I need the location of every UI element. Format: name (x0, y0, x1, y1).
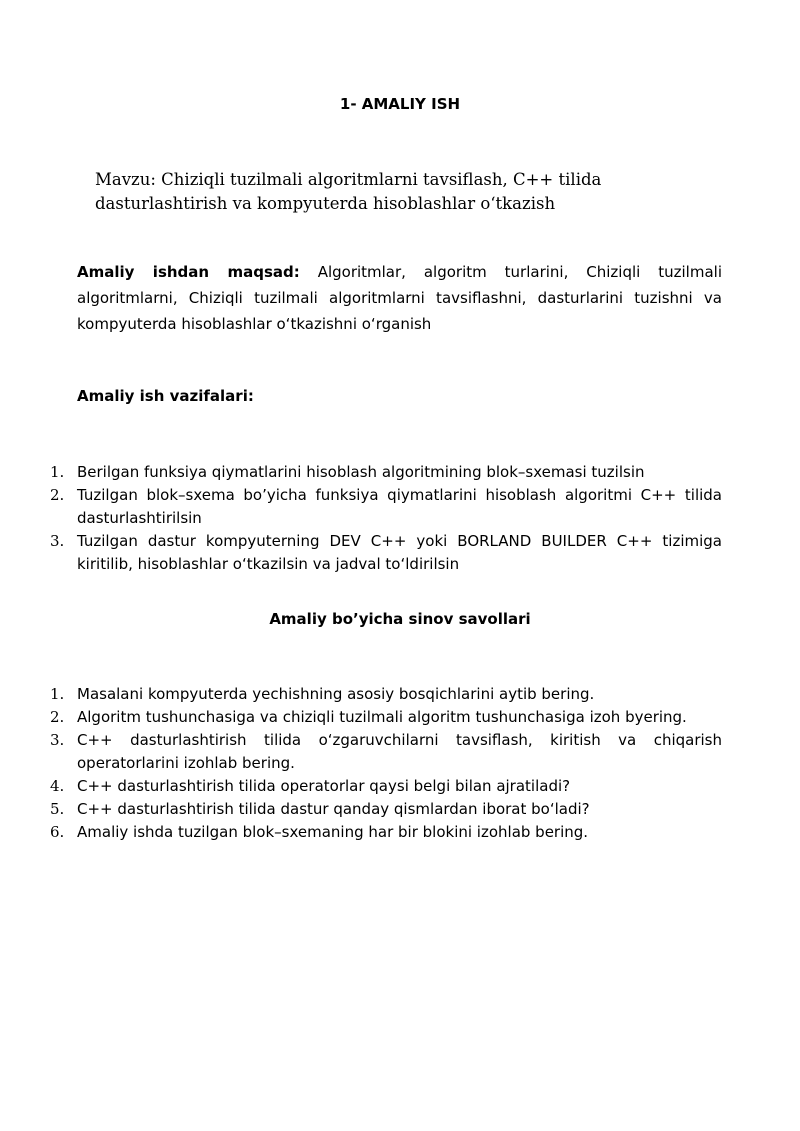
topic-paragraph: Mavzu: Chiziqli tuzilmali algoritmlarni tavsiflash, C++ tilida dasturlashtirish va kompyuterda hisoblashlar o‘tkazish (95, 170, 602, 213)
list-item (50, 683, 722, 706)
list-item-text: Algoritm tushunchasiga va chiziqli tuzilmali algoritm tushunchasiga izoh byering. (77, 708, 687, 726)
list-item-number: 3. (50, 532, 65, 550)
list-item-text: C++ dasturlashtirish tilida dastur qanday qismlardan iborat bo‘ladi? (77, 800, 590, 818)
list-item-number: 1. (50, 685, 65, 703)
goal-paragraph (77, 259, 722, 337)
list-item-text: Amaliy ishda tuzilgan blok–sxemaning har bir blokini izohlab bering. (77, 823, 589, 841)
list-item (50, 530, 722, 576)
list-item-text: Tuzilgan blok–sxema bo’yicha funksiya qiymatlarini hisoblash algoritmi C++ tilida dasturlashtirilsin (77, 486, 722, 527)
questions-list (50, 683, 722, 844)
tasks-heading: Amaliy ish vazifalari: (77, 387, 254, 405)
list-item (50, 821, 722, 844)
list-item-number: 4. (50, 777, 65, 795)
list-item-number: 5. (50, 800, 65, 818)
list-item-number: 2. (50, 486, 65, 504)
goal-label: Amaliy ishdan maqsad: (77, 263, 300, 281)
list-item-text: C++ dasturlashtirish tilida o‘zgaruvchilarni tavsiflash, kiritish va chiqarish operatorlarini izohlab bering. (77, 731, 722, 772)
list-item (50, 706, 722, 729)
page-title: 1- AMALIY ISH (339, 95, 461, 113)
list-item-number: 1. (50, 463, 65, 481)
list-item (50, 798, 722, 821)
list-item-text: C++ dasturlashtirish tilida operatorlar qaysi belgi bilan ajratiladi? (77, 777, 571, 795)
goal-text: Algoritmlar, algoritm turlarini, Chiziqli tuzilmali algoritmlarni, Chiziqli tuzilmali algoritmlarni tavsiflashni, dasturlarini tuzishni va kompyuterda hisoblashlar o‘tkazishni o‘rganish (77, 263, 722, 333)
questions-heading: Amaliy bo’yicha sinov savollari (269, 610, 531, 628)
list-item (50, 729, 722, 775)
list-item (50, 461, 722, 484)
list-item-text: Masalani kompyuterda yechishning asosiy bosqichlarini aytib bering. (77, 685, 595, 703)
list-item-number: 3. (50, 731, 65, 749)
list-item (50, 484, 722, 530)
list-item-text: Tuzilgan dastur kompyuterning DEV C++ yoki BORLAND BUILDER C++ tizimiga kiritilib, hisoblashlar o‘tkazilsin va jadval to‘ldirilsin (77, 532, 722, 573)
list-item-number: 2. (50, 708, 65, 726)
list-item (50, 775, 722, 798)
tasks-list (50, 461, 722, 576)
list-item-text: Berilgan funksiya qiymatlarini hisoblash algoritmining blok–sxemasi tuzilsin (77, 463, 645, 481)
list-item-number: 6. (50, 823, 65, 841)
